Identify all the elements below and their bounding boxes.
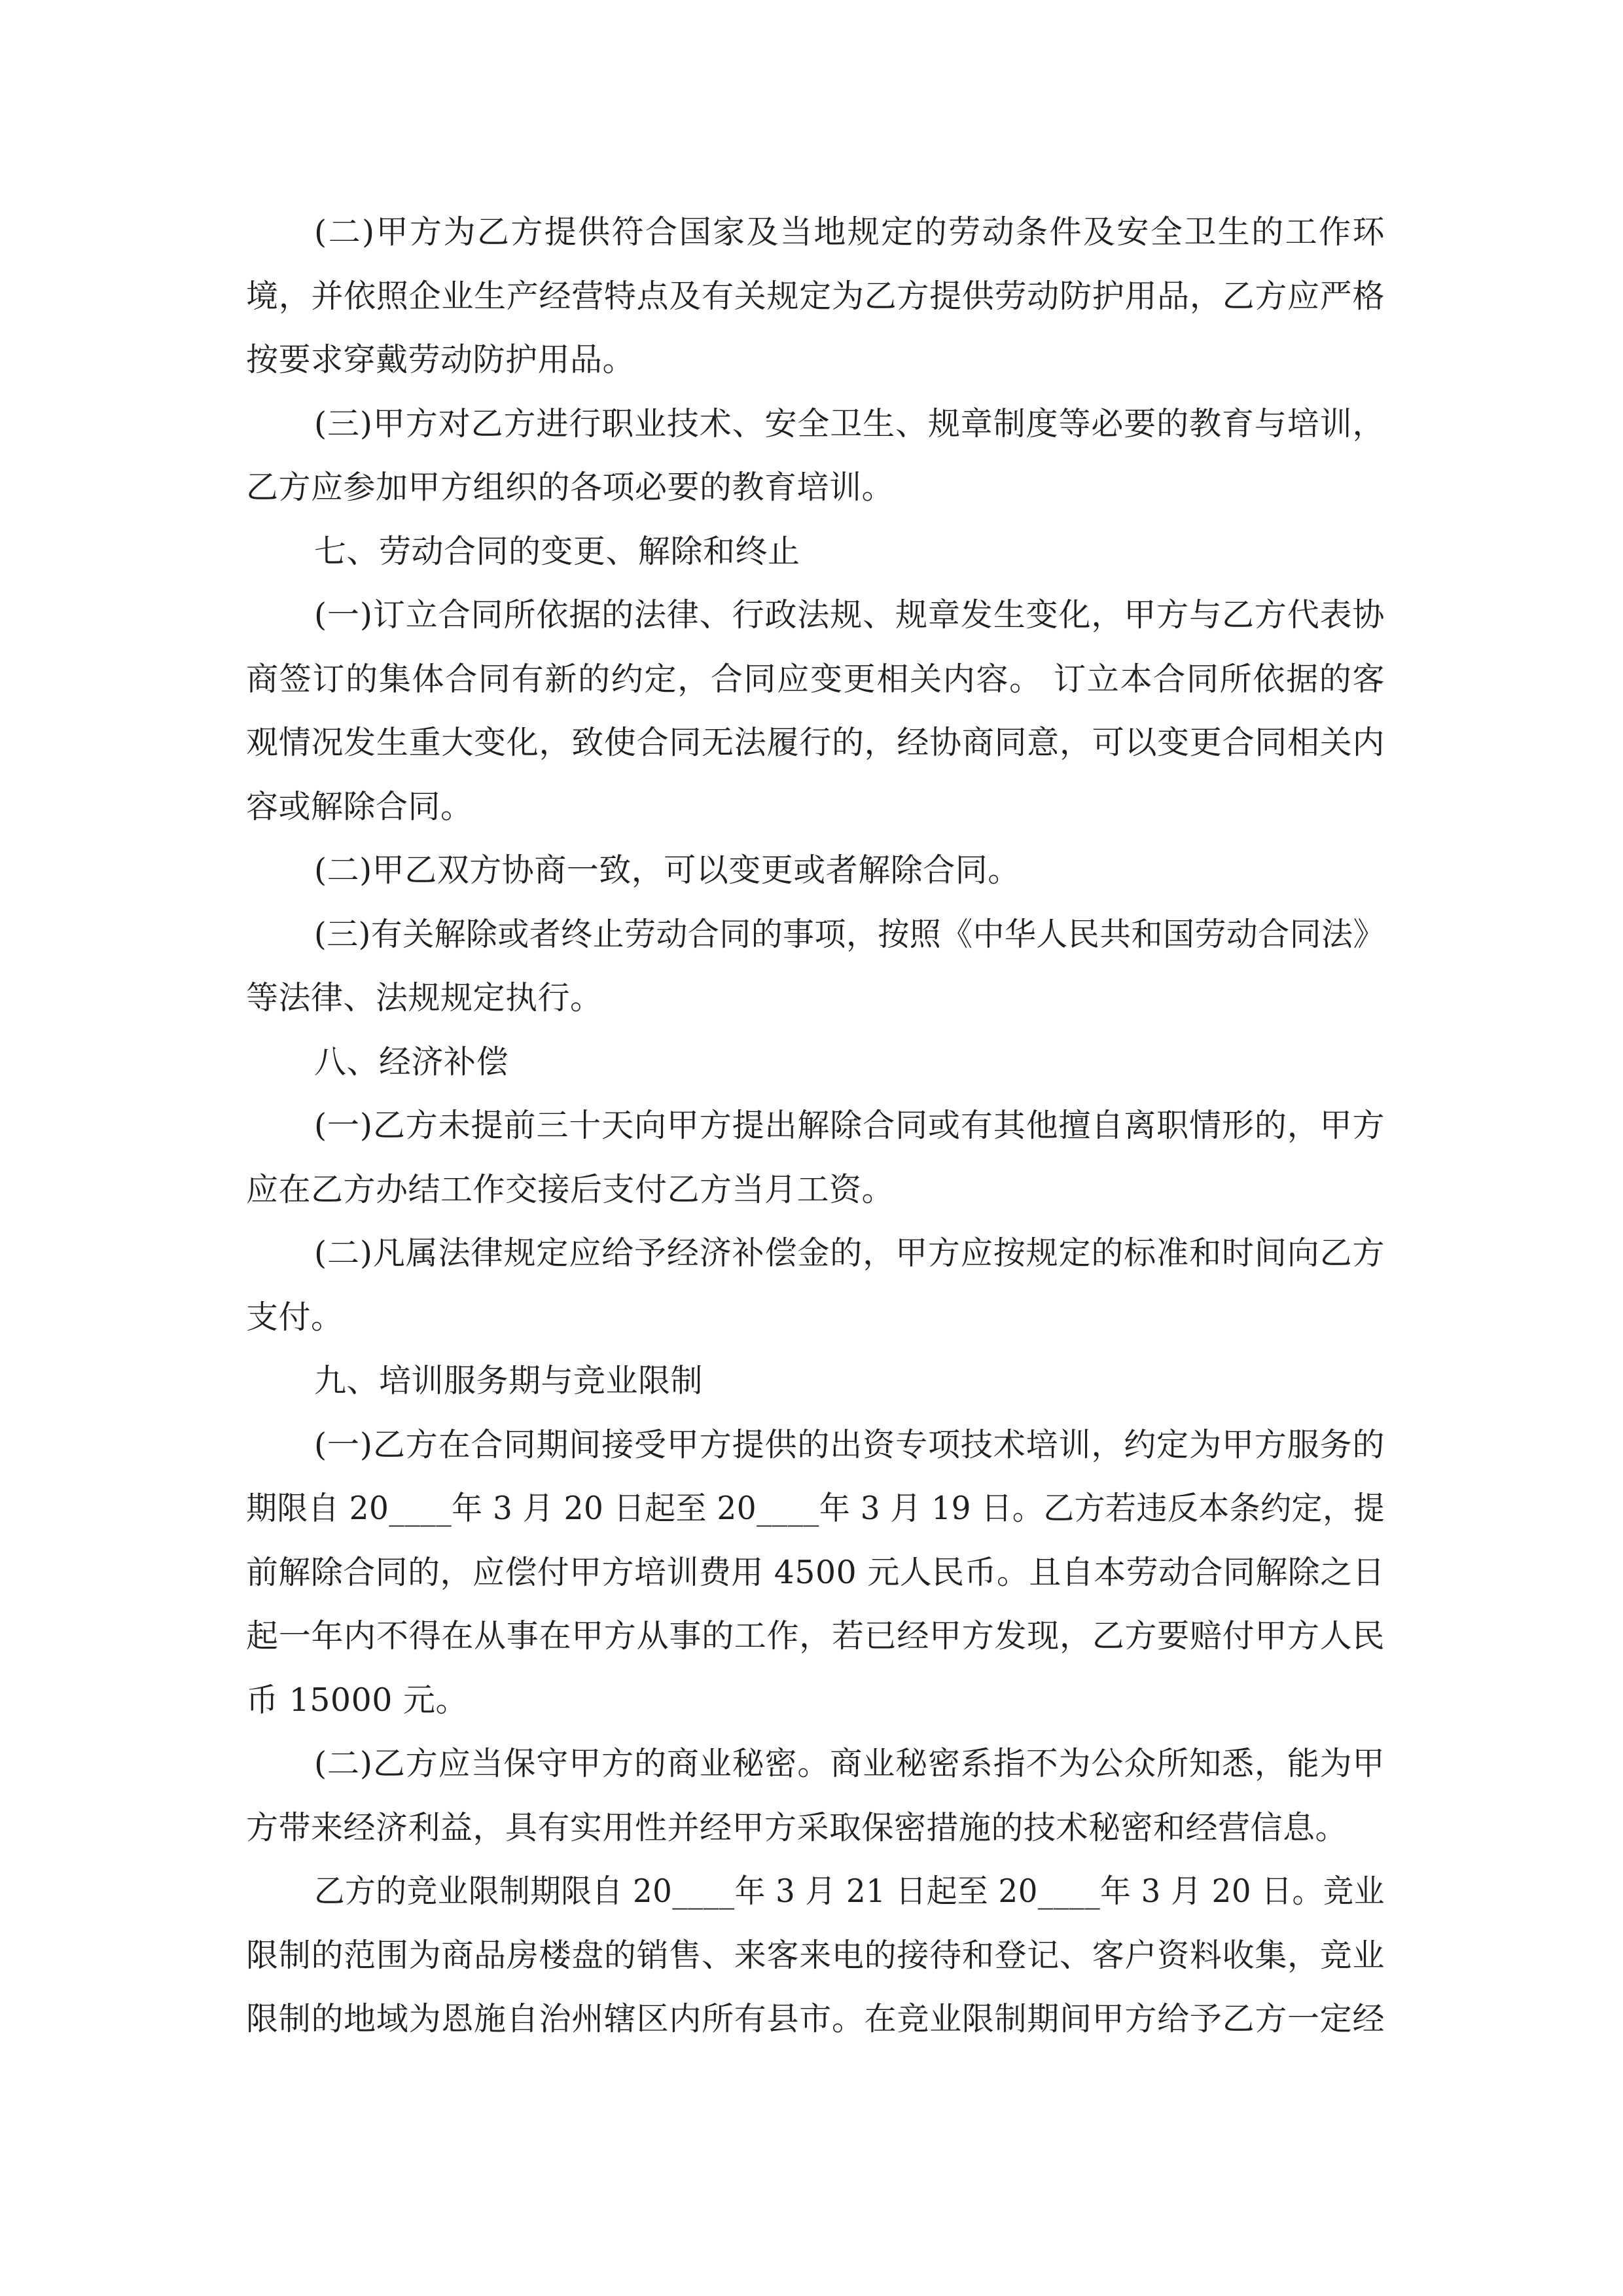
section-heading: 九、培训服务期与竞业限制 <box>314 1362 704 1399</box>
text-line: 币 15000 元。 <box>246 1681 469 1719</box>
text-line: (二)甲乙双方协商一致，可以变更或者解除合同。 <box>314 852 1020 889</box>
text-line: (三)甲方对乙方进行职业技术、安全卫生、规章制度等必要的教育与培训， <box>314 404 1385 442</box>
section-heading: 七、劳动合同的变更、解除和终止 <box>314 532 800 570</box>
text-line: 起一年内不得在从事在甲方从事的工作，若已经甲方发现，乙方要赔付甲方人民 <box>246 1617 1385 1655</box>
text-line: (一)订立合同所依据的法律、行政法规、规章发生变化，甲方与乙方代表协 <box>314 596 1385 634</box>
text-line: 前解除合同的，应偿付甲方培训费用 4500 元人民币。且自本劳动合同解除之日 <box>246 1553 1385 1591</box>
text-line: 容或解除合同。 <box>246 787 473 825</box>
text-line: (二)凡属法律规定应给予经济补偿金的，甲方应按规定的标准和时间向乙方 <box>314 1234 1385 1272</box>
text-line: (二)甲方为乙方提供符合国家及当地规定的劳动条件及安全卫生的工作环 <box>314 213 1385 251</box>
text-line: 观情况发生重大变化，致使合同无法履行的，经协商同意，可以变更合同相关内 <box>246 724 1385 761</box>
section-heading: 八、经济补偿 <box>314 1043 509 1081</box>
text-line: (三)有关解除或者终止劳动合同的事项，按照《中华人民共和国劳动合同法》 <box>314 915 1385 953</box>
text-line: (一)乙方未提前三十天向甲方提出解除合同或有其他擅自离职情形的，甲方 <box>314 1107 1385 1144</box>
text-line: 商签订的集体合同有新的约定，合同应变更相关内容。 订立本合同所依据的客 <box>246 660 1385 698</box>
text-line: 方带来经济利益，具有实用性并经甲方采取保密措施的技术秘密和经营信息。 <box>246 1808 1348 1846</box>
text-line: (一)乙方在合同期间接受甲方提供的出资专项技术培训，约定为甲方服务的 <box>314 1426 1385 1463</box>
text-line: 乙方应参加甲方组织的各项必要的教育培训。 <box>246 469 895 506</box>
text-line: 乙方的竞业限制期限自 20____年 3 月 21 日起至 20____年 3 月 20 日。竞业 <box>314 1873 1385 1910</box>
text-line: (二)乙方应当保守甲方的商业秘密。商业秘密系指不为公众所知悉，能为甲 <box>314 1745 1385 1782</box>
text-line: 限制的地域为恩施自治州辖区内所有县市。在竞业限制期间甲方给予乙方一定经 <box>246 2000 1385 2037</box>
text-line: 应在乙方办结工作交接后支付乙方当月工资。 <box>246 1170 895 1208</box>
text-line: 期限自 20____年 3 月 20 日起至 20____年 3 月 19 日。乙方若违反本条约定，提 <box>246 1490 1385 1527</box>
text-line: 按要求穿戴劳动防护用品。 <box>246 341 635 378</box>
text-line: 境，并依照企业生产经营特点及有关规定为乙方提供劳动防护用品，乙方应严格 <box>246 277 1385 315</box>
text-line: 支付。 <box>246 1298 344 1336</box>
document-body <box>246 200 1385 2051</box>
text-line: 等法律、法规规定执行。 <box>246 979 603 1016</box>
text-line: 限制的范围为商品房楼盘的销售、来客来电的接待和登记、客户资料收集，竞业 <box>246 1936 1385 1974</box>
